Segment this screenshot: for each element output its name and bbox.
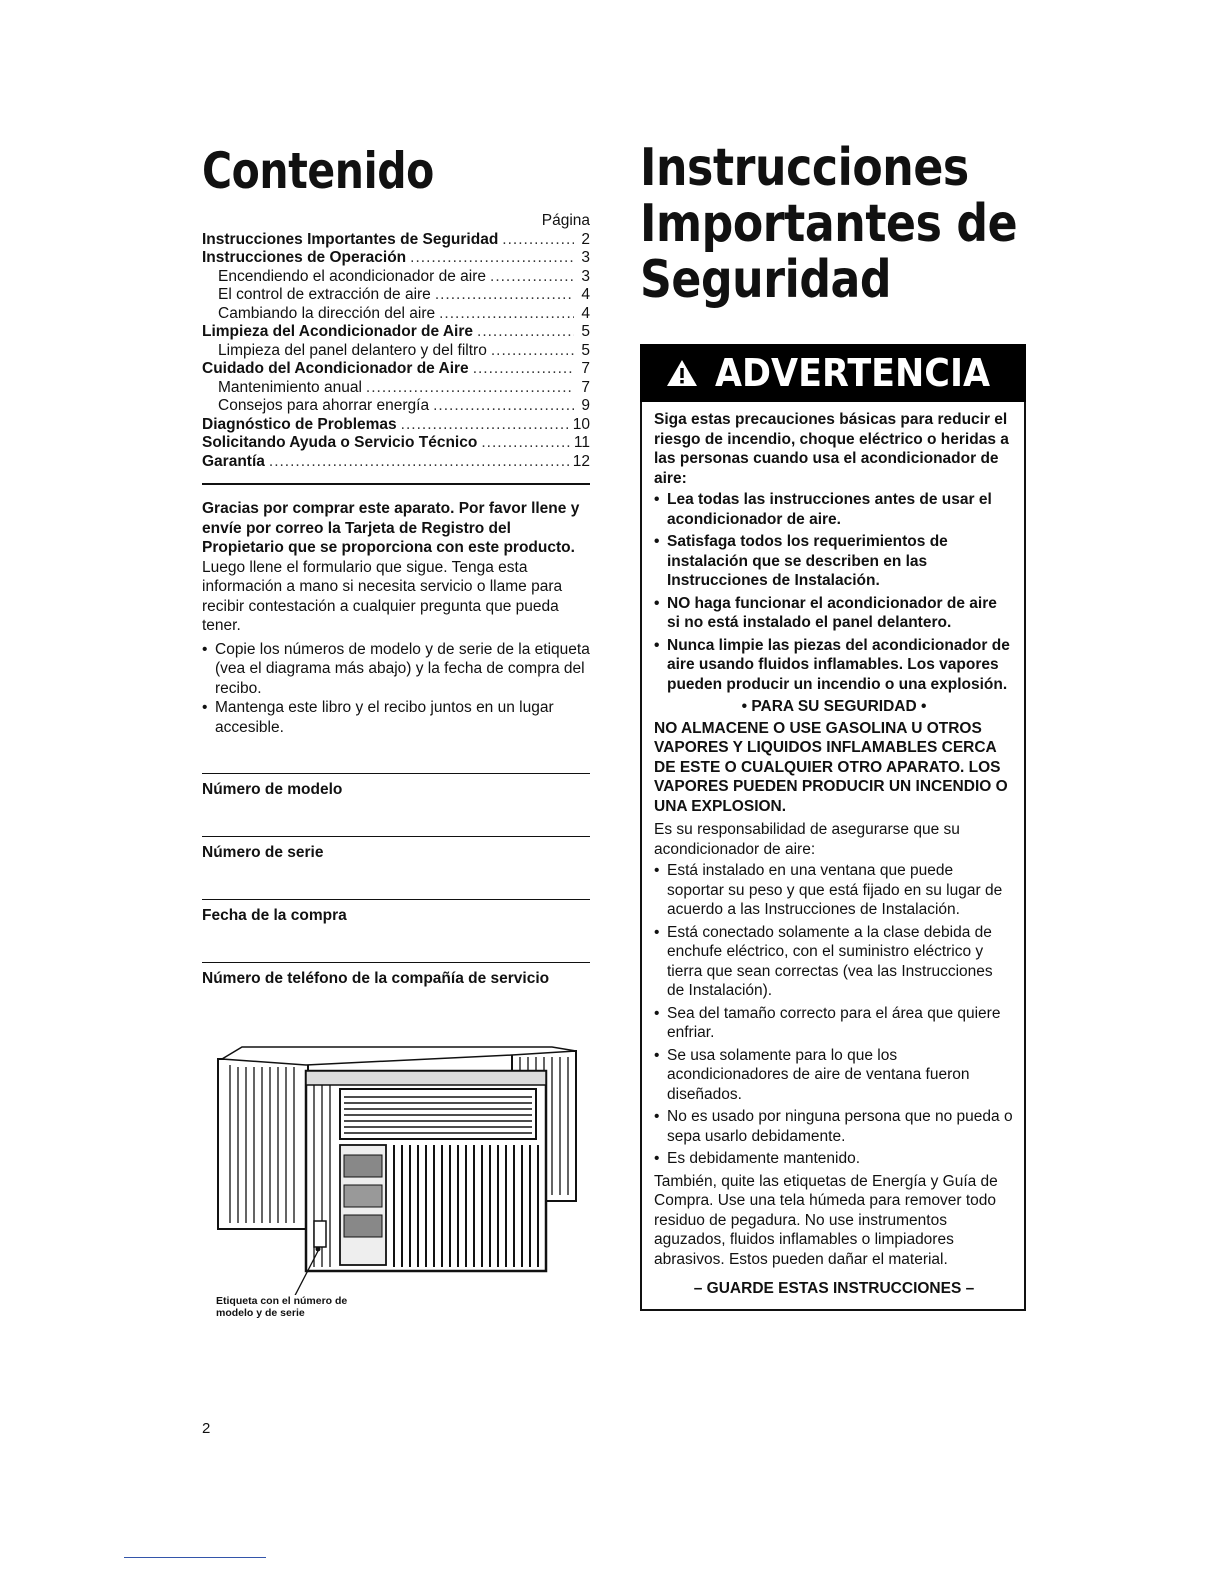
toc-leader-dots	[481, 434, 570, 453]
safety-column	[640, 140, 1026, 1311]
toc-entry-page: 7	[581, 360, 590, 377]
service-phone-field: Número de teléfono de la compañía de servicio	[202, 962, 590, 1025]
toc-entry-label: El control de extracción de aire	[218, 286, 431, 303]
warning-bullets	[654, 490, 1014, 694]
list-item: • Es debidamente mantenido.	[654, 1149, 1014, 1169]
toc-entry-label: Limpieza del Acondicionador de Aire	[202, 323, 474, 340]
toc-leader-dots	[477, 323, 574, 342]
safety-title	[640, 138, 1018, 310]
caps-warning: NO ALMACENE O USE GASOLINA U OTROS VAPORES Y LIQUIDOS INFLAMABLES CERCA DE ESTE O CUALQUIER OTRO APARATO. LOS VAPORES PUEDEN PRODUCIR UN INCENDIO O UNA EXPLOSION.	[654, 719, 1008, 815]
toc-leader-dots	[473, 360, 574, 379]
thanks-bullets	[202, 640, 590, 738]
footer-rule	[124, 1557, 266, 1558]
warning-header-text: ADVERTENCIA	[714, 351, 990, 395]
toc-leader-dots	[435, 286, 574, 305]
list-item: • Está instalado en una ventana que puede soportar su peso y que está fijado en su lugar de acuerdo a las Instrucciones de Instalación.	[654, 861, 1014, 920]
contents-title: Contenido	[202, 142, 434, 200]
toc-entry-label: Garantía	[202, 452, 265, 470]
toc-entry-label: Limpieza del panel delantero y del filtro	[218, 341, 487, 359]
toc-leader-dots	[491, 342, 574, 361]
toc-entry	[202, 305, 590, 324]
toc-entry	[202, 416, 590, 435]
toc-entry-page: 11	[573, 434, 590, 451]
toc-entry	[202, 453, 590, 472]
list-item: • Lea todas las instrucciones antes de usar el acondicionador de aire.	[654, 490, 1014, 529]
purchase-date-field: Fecha de la compra	[202, 899, 590, 962]
toc-entry-label: Cambiando la dirección del aire	[218, 304, 436, 322]
toc-entry-page: 4	[581, 304, 590, 322]
toc-entry-page: 4	[581, 286, 590, 303]
toc-entry	[202, 323, 590, 342]
toc-entry	[202, 231, 590, 250]
record-form	[202, 773, 590, 1025]
toc-leader-dots	[401, 416, 569, 435]
list-item: • Mantenga este libro y el recibo juntos en un lugar accesible.	[202, 698, 590, 737]
toc-leader-dots	[490, 268, 574, 287]
thanks-paragraph	[202, 499, 590, 636]
contents-column	[202, 140, 590, 1345]
toc-leader-dots	[366, 379, 574, 398]
safety-title-line: Importantes de	[640, 194, 1018, 254]
toc-entry-label: Consejos para ahorrar energía	[218, 397, 430, 414]
warning-header	[640, 344, 1026, 402]
save-instructions: – GUARDE ESTAS INSTRUCCIONES –	[693, 1280, 975, 1297]
table-of-contents	[202, 212, 590, 471]
toc-entry-page: 9	[581, 397, 590, 414]
list-item: • Se usa solamente para lo que los acondicionadores de aire de ventana fueron diseñados.	[654, 1046, 1014, 1105]
toc-entry	[202, 286, 590, 305]
responsibility-text: Es su responsabilidad de asegurarse que su acondicionador de aire:	[654, 821, 960, 858]
page-number: 2	[202, 1420, 211, 1437]
toc-entry	[202, 249, 590, 268]
air-conditioner-image	[202, 1045, 590, 1295]
toc-entry	[202, 268, 590, 287]
toc-entry-label: Encendiendo el acondicionador de aire	[218, 267, 487, 285]
toc-entry-label: Mantenimiento anual	[218, 378, 362, 396]
toc-leader-dots	[269, 453, 569, 472]
toc-entry-label: Diagnóstico de Problemas	[202, 415, 397, 433]
warning-intro: Siga estas precauciones básicas para reducir el riesgo de incendio, choque eléctrico o heridas a las personas cuando usa el acondicionador de aire:	[654, 411, 1009, 487]
toc-entry-page: 7	[581, 378, 590, 396]
safety-title-line: Instrucciones	[640, 138, 969, 198]
toc-entry-page: 5	[581, 323, 590, 340]
list-item: • Satisfaga todos los requerimientos de instalación que se describen en las Instrucciones de Instalación.	[654, 532, 1014, 591]
toc-leader-dots	[433, 397, 574, 416]
toc-entry-label: Cuidado del Acondicionador de Aire	[202, 360, 469, 377]
toc-leader-dots	[410, 249, 574, 268]
toc-entry-page: 3	[581, 249, 590, 266]
responsibility-bullets	[654, 861, 1014, 1169]
toc-entry	[202, 434, 590, 453]
thanks-normal-text: Luego llene el formulario que sigue. Tenga esta información a mano si necesita servicio o llame para recibir contestación a cualquier pregunta que pueda tener.	[202, 558, 563, 634]
toc-entry-page: 10	[572, 415, 590, 433]
thanks-bold-text: Gracias por comprar este aparato. Por favor llene y envíe por correo la Tarjeta de Registro del Propietario que se proporciona con este producto.	[202, 500, 580, 556]
divider	[202, 483, 590, 485]
toc-entry	[202, 397, 590, 416]
list-item: • No es usado por ninguna persona que no pueda o sepa usarlo debidamente.	[654, 1107, 1014, 1146]
list-item: • Copie los números de modelo y de serie de la etiqueta (vea el diagrama más abajo) y la fecha de compra del recibo.	[202, 640, 590, 699]
toc-entry-label: Instrucciones de Operación	[202, 249, 407, 266]
warning-body	[642, 402, 1024, 1309]
toc-entry-label: Solicitando Ayuda o Servicio Técnico	[202, 434, 478, 451]
label-caption: Etiqueta con el número de modelo y de serie	[216, 1295, 348, 1319]
toc-entry-page: 5	[581, 341, 590, 359]
list-item: • NO haga funcionar el acondicionador de aire si no está instalado el panel delantero.	[654, 594, 1014, 633]
list-item: • Nunca limpie las piezas del acondicionador de aire usando fluidos inflamables. Los vapores pueden producir un incendio o una explosión.	[654, 636, 1014, 695]
warning-box	[640, 344, 1026, 1311]
toc-entry	[202, 360, 590, 379]
toc-entry-page: 2	[581, 230, 590, 248]
toc-entries	[202, 231, 590, 472]
serial-number-field: Número de serie	[202, 836, 590, 899]
toc-entry-page: 3	[581, 267, 590, 285]
toc-leader-dots	[502, 231, 574, 250]
for-safety-heading: • PARA SU SEGURIDAD •	[741, 698, 927, 715]
toc-entry	[202, 342, 590, 361]
toc-leader-dots	[439, 305, 574, 324]
list-item: • Está conectado solamente a la clase debida de enchufe eléctrico, con el suministro eléctrico y tierra que sean correctas (vea las Instrucciones de Instalación).	[654, 923, 1014, 1001]
warning-triangle-icon	[665, 358, 699, 388]
toc-entry-page: 12	[572, 452, 590, 470]
closing-text: También, quite las etiquetas de Energía y Guía de Compra. Use una tela húmeda para remover todo residuo de pegadura. No use instrumentos aguzados, fluidos inflamables o limpiadores abrasivos. Estos pueden dañar el material.	[654, 1172, 998, 1268]
toc-entry-label: Instrucciones Importantes de Seguridad	[202, 230, 499, 248]
list-item: • Sea del tamaño correcto para el área que quiere enfriar.	[654, 1004, 1014, 1043]
toc-entry	[202, 379, 590, 398]
safety-title-line: Seguridad	[640, 250, 892, 310]
air-conditioner-illustration	[202, 1045, 590, 1345]
model-number-field: Número de modelo	[202, 773, 590, 836]
toc-page-header: Página	[541, 212, 590, 229]
